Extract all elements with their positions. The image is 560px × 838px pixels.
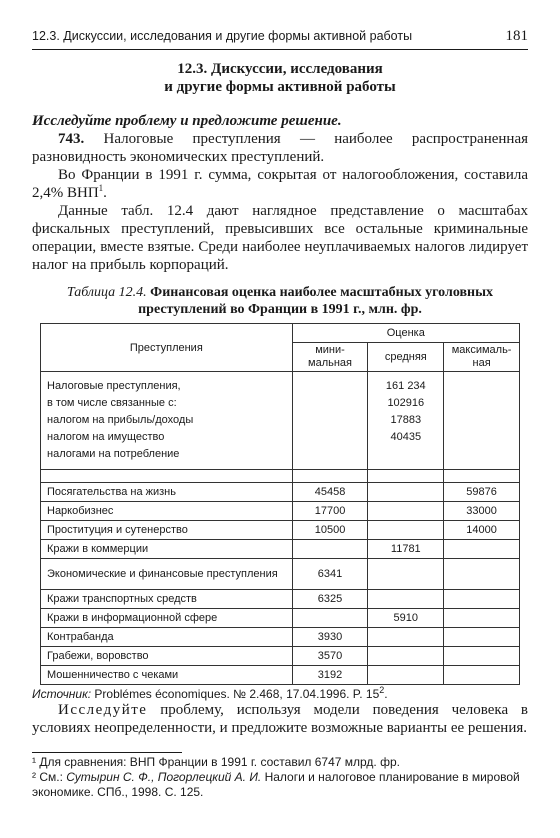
row-min: 45458 [292,483,368,502]
source-label: Источник: [32,687,92,701]
row-crime-name: Наркобизнес [41,502,293,521]
row-min [292,540,368,559]
table-caption-label: Таблица 12.4. [66,285,147,300]
table-row [41,540,520,559]
row-crime-name: Кражи транспортных средств [41,590,293,609]
running-title: 12.3. Дискуссии, исследования и другие формы активной работы [32,29,413,43]
header-max-line2: ная [472,357,491,369]
table-caption-title: Финансовая оценка наиболее масштабных уголовных преступлений во Франции в 1991 г., млн. фр. [138,285,494,317]
task-paragraph-1-text: Налоговые преступления — наиболее распространенная разновидность экономических преступлений. [32,131,528,165]
task-paragraph-2 [32,166,528,202]
row-max [444,666,520,685]
row-avg: 5910 [368,609,444,628]
section-title-line1: 12.3. Дискуссии, исследования [177,61,383,77]
row-crime-name: Мошенничество с чеками [41,666,293,685]
table-header-row-1 [41,324,520,343]
row-crime-name: Кражи в коммерции [41,540,293,559]
row-min: 3570 [292,647,368,666]
row-min: 6341 [292,559,368,590]
tax-crimes-labels [41,372,293,470]
tax-min-cell [292,372,368,470]
row-max: 59876 [444,483,520,502]
footnote-rule [32,752,182,753]
table-row [41,628,520,647]
header-max-line1: максималь- [451,344,512,356]
table-row [41,502,520,521]
table-row [41,483,520,502]
row-max [444,590,520,609]
header-avg: средняя [368,343,444,372]
row-avg [368,666,444,685]
explore-paragraph [32,701,528,737]
row-avg [368,647,444,666]
row-min: 3192 [292,666,368,685]
tax-avg-value: 102916 [387,397,425,409]
row-max [444,609,520,628]
row-avg [368,559,444,590]
table-spacer-row [41,470,520,483]
explore-lead: Исследуйте [58,702,148,718]
row-crime-name: Экономические и финансовые преступления [41,559,293,590]
header-max [444,343,520,372]
row-min: 6325 [292,590,368,609]
section-title-line2: и другие формы активной работы [164,79,396,95]
row-avg [368,502,444,521]
row-max: 33000 [444,502,520,521]
running-header [32,28,528,50]
header-estimate: Оценка [292,324,519,343]
footnotes [32,752,528,800]
table-caption [32,284,528,318]
row-avg [368,483,444,502]
table-row [41,647,520,666]
row-max: 14000 [444,521,520,540]
row-crime-name: Грабежи, воровство [41,647,293,666]
row-crime-name: Посягательства на жизнь [41,483,293,502]
tax-line: в том числе связанные с: [47,397,177,409]
row-avg [368,521,444,540]
page [32,28,528,737]
row-avg [368,590,444,609]
task-number: 743. [58,131,85,147]
footnote-2-authors: Сутырин С. Ф., Погорлецкий А. И. [66,770,262,784]
header-min-line1: мини- [315,344,345,356]
table-row [41,590,520,609]
task-paragraph-1 [32,130,528,166]
footnote-2-rest: Налоги и налоговое планирование в мировой экономике. СПб., 1998. С. 125. [32,770,520,799]
table-row [41,521,520,540]
tax-line: налогом на имущество [47,431,165,443]
footnote-2 [32,770,528,800]
row-avg: 11781 [368,540,444,559]
explore-text: проблему, используя модели поведения человека в условиях неопределенности, и предложите возможные варианты ее решения. [32,702,529,736]
row-max [444,628,520,647]
table-row [41,559,520,590]
row-min: 10500 [292,521,368,540]
table-row [41,666,520,685]
row-min: 3930 [292,628,368,647]
row-max [444,647,520,666]
source-end: . [384,687,388,701]
footnote-1: ¹ Для сравнения: ВНП Франции в 1991 г. составил 6747 млрд. фр. [32,755,400,769]
tax-line: Налоговые преступления, [47,380,181,392]
footnote-ref-1: 1 [98,183,104,193]
tax-line: налогом на прибыль/доходы [47,414,194,426]
footnote-ref-2: 2 [379,685,385,695]
row-crime-name: Контрабанда [41,628,293,647]
table-row [41,609,520,628]
row-crime-name: Кражи в информационной сфере [41,609,293,628]
task-heading: Исследуйте проблему и предложите решение. [32,113,342,129]
header-min-line2: мальная [308,357,352,369]
source-text: Problémes économiques. № 2.468, 17.04.1996. P. 15 [94,687,380,701]
row-crime-name: Проституция и сутенерство [41,521,293,540]
tax-max-cell [444,372,520,470]
task-paragraph-2-end: . [103,185,107,201]
task-paragraph-2-text: Во Франции в 1991 г. сумма, сокрытая от налогообложения, составила 2,4% ВНП [32,167,528,201]
row-max [444,540,520,559]
tax-line: налогами на потребление [47,448,180,460]
table-source [32,687,528,701]
tax-crimes-block [41,372,520,470]
task-paragraph-3: Данные табл. 12.4 дают наглядное представление о масштабах фискальных преступлений, превысивших все остальные криминальные операции, вместе взятые. Среди наиболее неуплачиваемых налогов лидирует налог на прибыль корпораций. [32,203,528,273]
header-crime: Преступления [41,324,293,372]
tax-avg-value: 40435 [390,431,422,443]
tax-avg-value: 17883 [390,414,422,426]
row-avg [368,628,444,647]
section-title [32,60,528,96]
row-min [292,609,368,628]
row-min: 17700 [292,502,368,521]
tax-avg-cell [368,372,444,470]
tax-avg-value: 161 234 [385,380,426,392]
header-min [292,343,368,372]
footnote-2-prefix: ² См.: [32,770,67,784]
page-number: 181 [505,28,528,44]
row-max [444,559,520,590]
crime-estimates-table [40,323,520,685]
